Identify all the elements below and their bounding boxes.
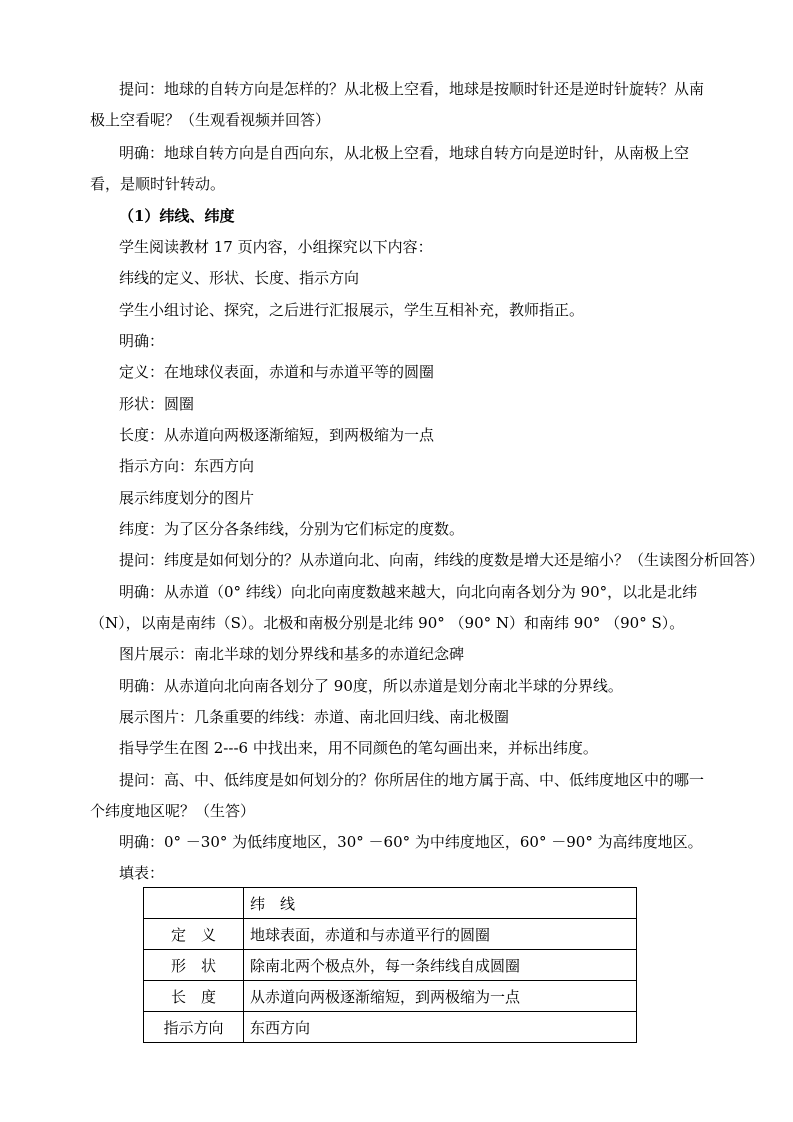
table-row-label: 定 义 — [144, 919, 244, 950]
table-header-latitude: 纬 线 — [244, 888, 637, 919]
table-row — [144, 950, 637, 981]
paragraph-latitude-definition: 纬度：为了区分各条纬线，分别为它们标定的度数。 — [119, 520, 465, 538]
paragraph-important-lines: 展示图片：几条重要的纬线：赤道、南北回归线、南北极圈 — [119, 708, 510, 726]
paragraph-latitude-question: 提问：纬度是如何划分的？从赤道向北、向南，纬线的度数是增大还是缩小？（生读图分析回答） — [119, 551, 765, 569]
paragraph-fill-table: 填表： — [119, 864, 165, 882]
paragraph-rotation-question: 提问：地球的自转方向是怎样的？从北极上空看，地球是按顺时针还是逆时针旋转？从南极上空看呢？（生观看视频并回答） — [90, 80, 705, 129]
table-row-label: 长 度 — [144, 981, 244, 1012]
table-row-value: 东西方向 — [244, 1012, 637, 1043]
table-row — [144, 981, 637, 1012]
section-heading-latitude: （1）纬线、纬度 — [119, 207, 235, 225]
table-row — [144, 1012, 637, 1043]
paragraph-reading-task: 学生阅读教材 17 页内容，小组探究以下内容： — [119, 238, 433, 256]
paragraph-guide-students: 指导学生在图 2---6 中找出来，用不同颜色的笔勾画出来，并标出纬度。 — [119, 739, 598, 757]
table-row-value: 除南北两个极点外，每一条纬线自成圆圈 — [244, 950, 637, 981]
paragraph-show-picture: 展示纬度划分的图片 — [119, 489, 255, 507]
paragraph-rotation-answer: 明确：地球自转方向是自西向东，从北极上空看，地球自转方向是逆时针，从南极上空看，是顺时针转动。 — [90, 144, 690, 193]
table-header-empty — [144, 888, 244, 919]
paragraph-definition: 定义：在地球仪表面，赤道和与赤道平等的圆圈 — [119, 363, 435, 381]
paragraph-zones-question: 提问：高、中、低纬度是如何划分的？你所居住的地方属于高、中、低纬度地区中的哪一个纬度地区呢？（生答） — [90, 771, 705, 820]
paragraph-length: 长度：从赤道向两极逐渐缩短，到两极缩为一点 — [119, 426, 435, 444]
latitude-table — [143, 887, 637, 1043]
paragraph-latitude-answer: 明确：从赤道（0° 纬线）向北向南度数越来越大，向北向南各划分为 90°，以北是北纬（N），以南是南纬（S）。北极和南极分别是北纬 90° （90° N）和南纬 90° （90° S）。 — [90, 583, 698, 632]
paragraph-shape: 形状：圆圈 — [119, 395, 195, 413]
paragraph-direction: 指示方向：东西方向 — [119, 457, 255, 475]
table-row-label: 指示方向 — [144, 1012, 244, 1043]
table-row — [144, 919, 637, 950]
paragraph-group-discussion: 学生小组讨论、探究，之后进行汇报展示，学生互相补充，教师指正。 — [119, 301, 585, 319]
table-header-row — [144, 888, 637, 919]
table-row-label: 形 状 — [144, 950, 244, 981]
paragraph-hemisphere-picture: 图片展示：南北半球的划分界线和基多的赤道纪念碑 — [119, 645, 465, 663]
paragraph-clarify-label: 明确： — [119, 332, 165, 350]
paragraph-equator-boundary: 明确：从赤道向北向南各划分了 90度，所以赤道是划分南北半球的分界线。 — [119, 677, 623, 695]
paragraph-zones-answer: 明确：0° －30° 为低纬度地区，30° －60° 为中纬度地区，60° －90° 为高纬度地区。 — [119, 833, 703, 851]
table-row-value: 从赤道向两极逐渐缩短，到两极缩为一点 — [244, 981, 637, 1012]
table-row-value: 地球表面，赤道和与赤道平行的圆圈 — [244, 919, 637, 950]
paragraph-latitude-topics: 纬线的定义、形状、长度、指示方向 — [119, 269, 360, 287]
